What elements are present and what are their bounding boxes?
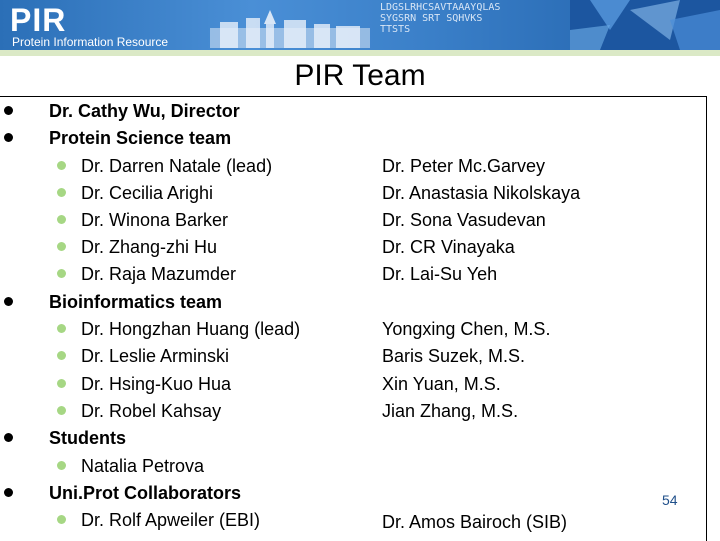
- bullet-icon: [57, 379, 66, 388]
- list-item: Dr. CR Vinayaka: [382, 237, 515, 257]
- list-item: Dr. Lai-Su Yeh: [382, 264, 498, 284]
- buildings-image: [210, 6, 370, 48]
- list-item: Dr. Zhang-zhi Hu: [81, 237, 218, 257]
- bullet-icon: [4, 297, 13, 306]
- list-item: Dr. Darren Natale (lead): [81, 156, 273, 176]
- list-item: Dr. Robel Kahsay: [81, 401, 222, 421]
- list-item: Uni.Prot Collaborators: [49, 483, 242, 503]
- bullet-icon: [57, 188, 66, 197]
- list-item: Dr. Sona Vasudevan: [382, 210, 546, 230]
- bullet-icon: [57, 324, 66, 333]
- list-item: Dr. Hsing-Kuo Hua: [81, 374, 232, 394]
- bullet-icon: [4, 106, 13, 115]
- page-number: 54: [662, 492, 678, 508]
- logo-subtitle: Protein Information Resource: [12, 35, 169, 49]
- list-item: Natalia Petrova: [81, 456, 205, 476]
- header-banner: [0, 0, 720, 50]
- bullet-icon: [57, 161, 66, 170]
- list-item: Dr. Anastasia Nikolskaya: [382, 183, 581, 203]
- bullet-icon: [57, 215, 66, 224]
- bullet-icon: [4, 433, 13, 442]
- list-item: Dr. Rolf Apweiler (EBI): [81, 510, 261, 530]
- list-item: Dr. Raja Mazumder: [81, 264, 237, 284]
- list-item: Baris Suzek, M.S.: [382, 346, 526, 366]
- list-item: Dr. Cathy Wu, Director: [49, 101, 240, 121]
- bullet-icon: [57, 242, 66, 251]
- list-item: Students: [49, 428, 127, 448]
- list-item: Dr. Leslie Arminski: [81, 346, 230, 366]
- list-item: Yongxing Chen, M.S.: [382, 319, 551, 339]
- pir-logo: PIR: [10, 2, 67, 38]
- list-item: Protein Science team: [49, 128, 232, 148]
- list-item: Bioinformatics team: [49, 292, 223, 312]
- slide-title: PIR Team: [294, 59, 426, 92]
- list-item: Dr. Cecilia Arighi: [81, 183, 214, 203]
- list-item: Jian Zhang, M.S.: [382, 401, 519, 421]
- bullet-icon: [57, 351, 66, 360]
- list-item: Xin Yuan, M.S.: [382, 374, 501, 394]
- bullet-icon: [57, 461, 66, 470]
- list-item: Dr. Amos Bairoch (SIB): [382, 512, 568, 532]
- bullet-icon: [57, 406, 66, 415]
- sequence-text: LDGSLRHCSAVTAAAYQLAS SYGSRN SRT SQHVKS TTSTS: [380, 2, 501, 35]
- list-item: Dr. Winona Barker: [81, 210, 229, 230]
- bullet-icon: [57, 515, 66, 524]
- molecule-tiles-image: [570, 0, 720, 50]
- bullet-icon: [57, 269, 66, 278]
- bullet-icon: [4, 133, 13, 142]
- bullet-icon: [4, 488, 13, 497]
- list-item: Dr. Hongzhan Huang (lead): [81, 319, 301, 339]
- list-item: Dr. Peter Mc.Garvey: [382, 156, 546, 176]
